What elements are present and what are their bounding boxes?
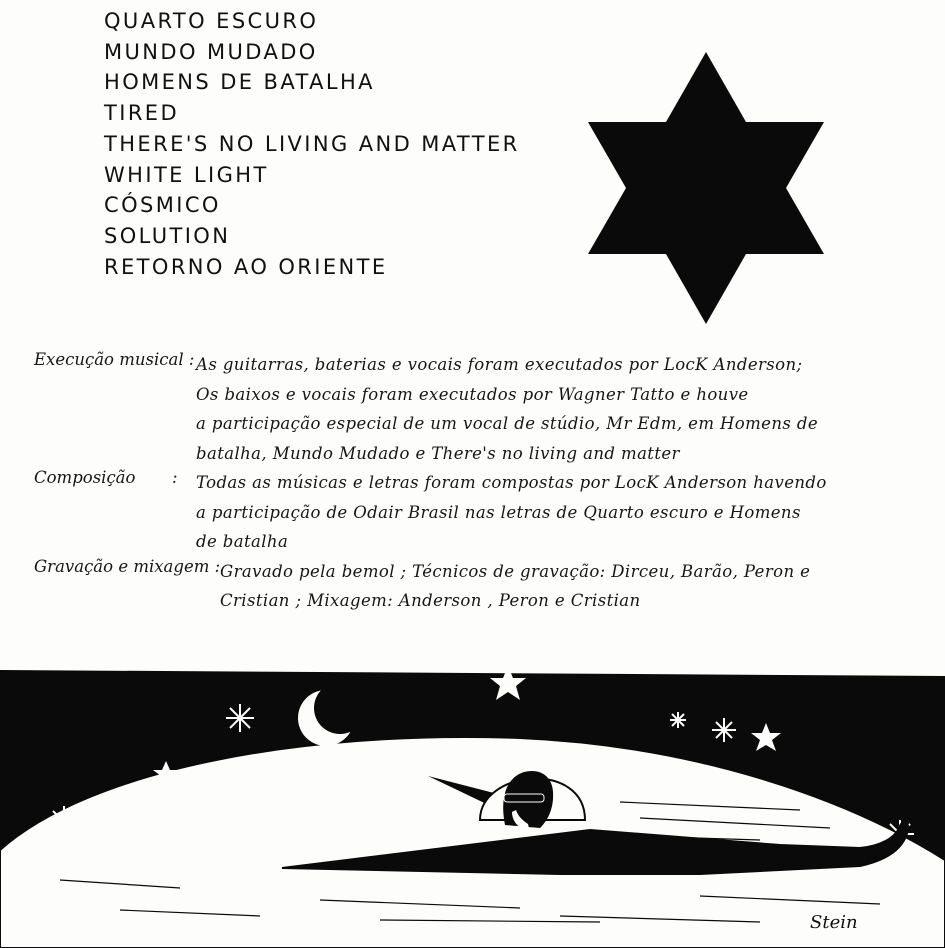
credit-label: Execução musical : — [34, 350, 195, 369]
track-title: WHITE LIGHT — [104, 162, 269, 187]
sparkle-icon — [226, 704, 254, 732]
credit-line: As guitarras, baterias e vocais foram executados por LocK Anderson; — [196, 355, 803, 374]
credit-text — [196, 350, 818, 468]
credit-line: Os baixos e vocais foram executados por Wagner Tatto e houve — [196, 384, 749, 404]
track-title: MUNDO MUDADO — [104, 39, 318, 64]
credit-line: de batalha — [196, 532, 289, 551]
track-title: CÓSMICO — [104, 193, 221, 218]
track-title: THERE'S NO LIVING AND MATTER — [104, 131, 520, 156]
credit-line: Cristian ; Mixagem: Anderson , Peron e Cristian — [220, 591, 641, 610]
space-illustration — [0, 660, 945, 948]
credit-line: Todas as músicas e letras foram compostas por LocK Anderson havendo — [196, 473, 827, 492]
credit-gravacao — [34, 557, 914, 616]
track-title: SOLUTION — [104, 223, 231, 248]
track-title: TIRED — [104, 101, 180, 126]
star-of-david-icon — [584, 52, 828, 324]
credits-block — [34, 350, 914, 616]
credit-line: Gravado pela bemol ; Técnicos de gravação: Dirceu, Barão, Peron e — [220, 561, 811, 581]
credit-label: Composição — [34, 468, 136, 487]
track-title: RETORNO AO ORIENTE — [104, 254, 388, 279]
credit-separator: : — [172, 468, 178, 487]
credit-execucao — [34, 350, 914, 468]
credit-composicao — [34, 468, 914, 557]
sparkle-icon — [670, 712, 686, 728]
credit-text — [196, 468, 827, 557]
track-title: QUARTO ESCURO — [104, 9, 319, 33]
artist-signature: Stein — [810, 912, 858, 933]
credit-text — [220, 557, 810, 616]
credit-line: a participação especial de um vocal de stúdio, Mr Edm, em Homens de — [196, 414, 819, 433]
track-title: HOMENS DE BATALHA — [104, 70, 375, 95]
credit-line: batalha, Mundo Mudado e There's no living and matter — [196, 443, 680, 463]
credit-line: a participação de Odair Brasil nas letras de Quarto escuro e Homens — [196, 502, 801, 522]
tracklist — [104, 6, 520, 282]
credit-label: Gravação e mixagem : — [34, 556, 221, 576]
